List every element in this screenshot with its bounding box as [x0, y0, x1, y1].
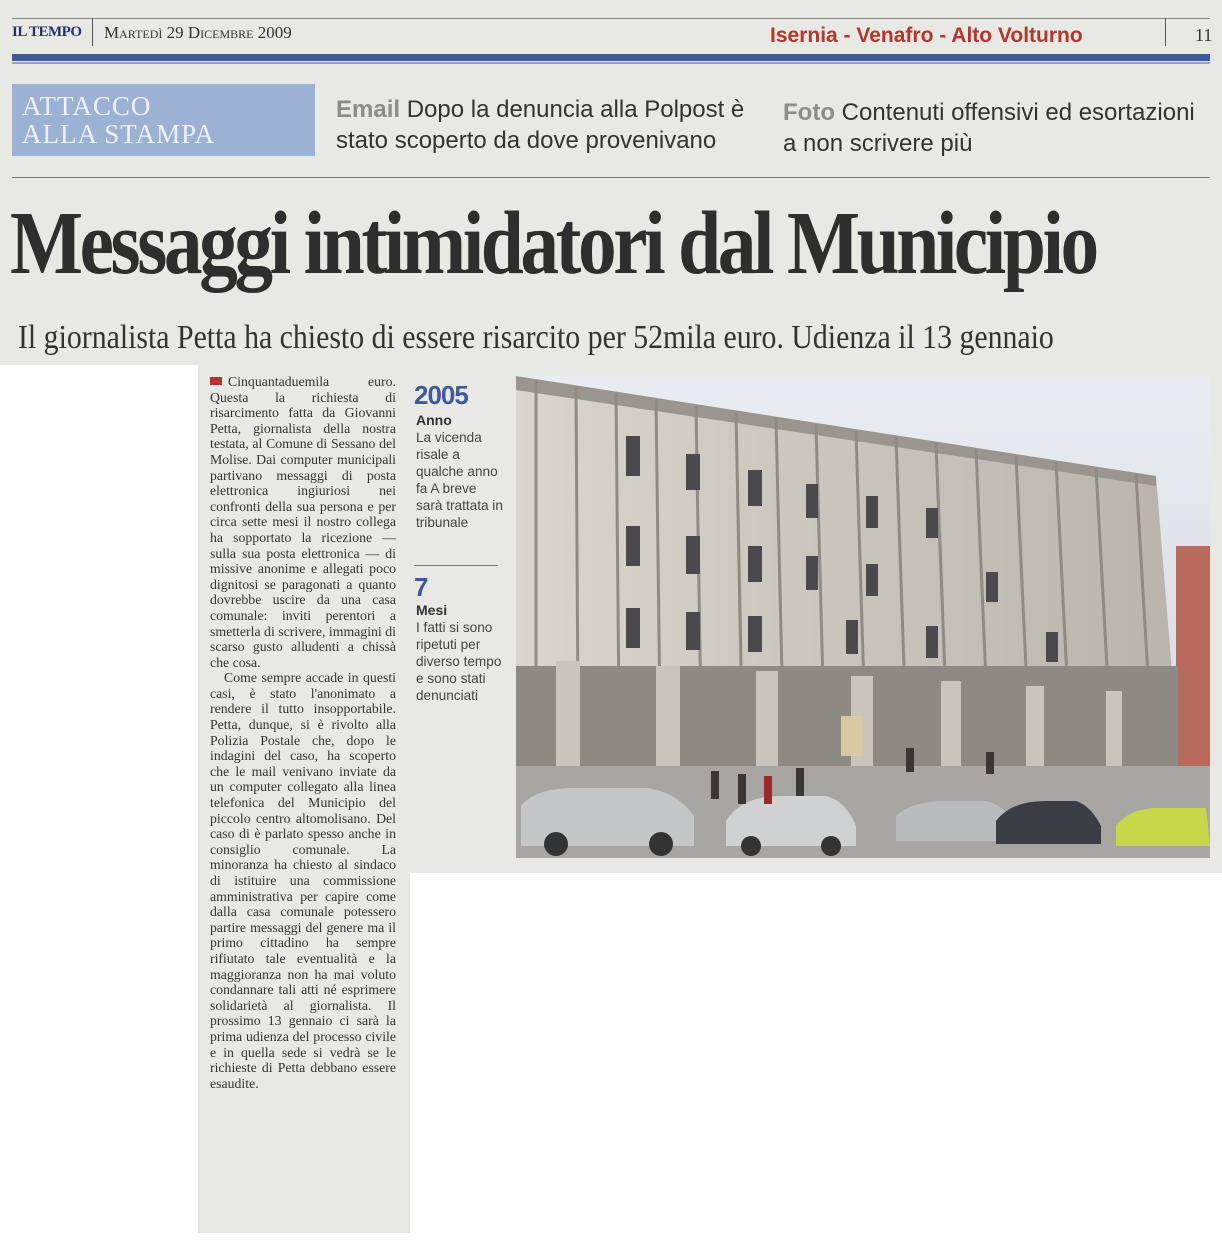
fact-number: 2005	[414, 380, 468, 410]
fact-text: La vicenda risale a qualche anno fa A breve sarà trattata in tribunale	[416, 430, 503, 530]
section-title: Isernia - Venafro - Alto Volturno	[770, 24, 1083, 47]
fact-divider	[414, 565, 498, 566]
teaser-email	[336, 94, 756, 156]
fact-text: I fatti si sono ripetuti per diverso tempo e sono stati denunciati	[416, 620, 502, 703]
teaser-text: Dopo la denuncia alla Polpost è stato scoperto da dove provenivano	[336, 96, 745, 154]
header-divider	[92, 18, 93, 46]
header-divider	[1165, 18, 1166, 46]
article-paragraph: Come sempre accade in questi casi, è stato l'anonimato a rendere il tutto insopportabile. Petta, dunque, si è rivolto alla Polizia Postale che, dopo le indagini del caso, ha scoperto che le mail venivano inviate da un computer collegato alla linea telefonica del Municipio del piccolo centro altomolisano. Del caso di è parlato spesso anche in consiglio comunale. La minoranza ha chiesto al sindaco di istituire una commissione amministrativa per capire come dalla casa comunale potessero partire messaggi del genere ma il primo cittadino ha sempre rifiutato tale eventualità e la maggioranza non ha mai voluto condannare tali atti né esprimere solidarietà al giornalista. Il prossimo 13 gennaio ci sarà la prima udienza del processo civile e in quella sede si vedrà se le richieste di Petta debbano essere esaudite.	[210, 670, 396, 1091]
kicker-line: ATTACCO	[22, 91, 152, 121]
teaser-photo	[783, 97, 1203, 159]
kicker-label	[22, 92, 302, 148]
kicker-bottom-rule	[12, 177, 1210, 178]
page-number: 11	[1195, 25, 1213, 45]
teaser-label: Email	[336, 96, 401, 123]
issue-date: Martedì 29 Dicembre 2009	[104, 23, 292, 42]
header-top-rule	[12, 18, 1210, 19]
article-body	[210, 374, 396, 1091]
lead-square-icon	[210, 377, 222, 385]
teaser-text: Contenuti offensivi ed esortazioni a non scrivere più	[783, 99, 1195, 157]
town-hall-photo	[516, 376, 1210, 858]
article-paragraph	[210, 374, 396, 670]
fact-number: 7	[414, 572, 428, 602]
teaser-label: Foto	[783, 99, 835, 126]
header-grey-rule	[12, 62, 1210, 64]
headline: Messaggi intimidatori dal Municipio	[10, 194, 1096, 293]
adjacent-red-building	[1176, 546, 1210, 776]
article-paragraph-text: Cinquantaduemila euro. Questa la richiesta di risarcimento fatta da Giovanni Petta, giornalista della nostra testata, al Comune di Sessano del Molise. Dai computer municipali partivano messaggi di posta elettronica ingiuriosi nei confronti della sua persona e per circa sette mesi il nostro collega ha sopportato la ricezione — sulla sua posta elettronica — di missive anonime e allegati poco dignitosi se paragonati a quanto dovrebbe uscire da una casa comunale: inviti perentori a smetterla di scrivere, immagini di scarso gusto alludenti a chissà che cosa.	[210, 374, 396, 670]
fact-label: Mesi	[416, 602, 448, 618]
entrance-poster	[841, 716, 863, 756]
fact-label: Anno	[416, 412, 452, 428]
header-blue-rule	[12, 54, 1210, 61]
kicker-line: ALLA STAMPA	[22, 119, 216, 149]
masthead-logo: IL TEMPO	[12, 24, 82, 40]
subheadline: Il giornalista Petta ha chiesto di essere risarcito per 52mila euro. Udienza il 13 gennaio	[18, 319, 1054, 356]
